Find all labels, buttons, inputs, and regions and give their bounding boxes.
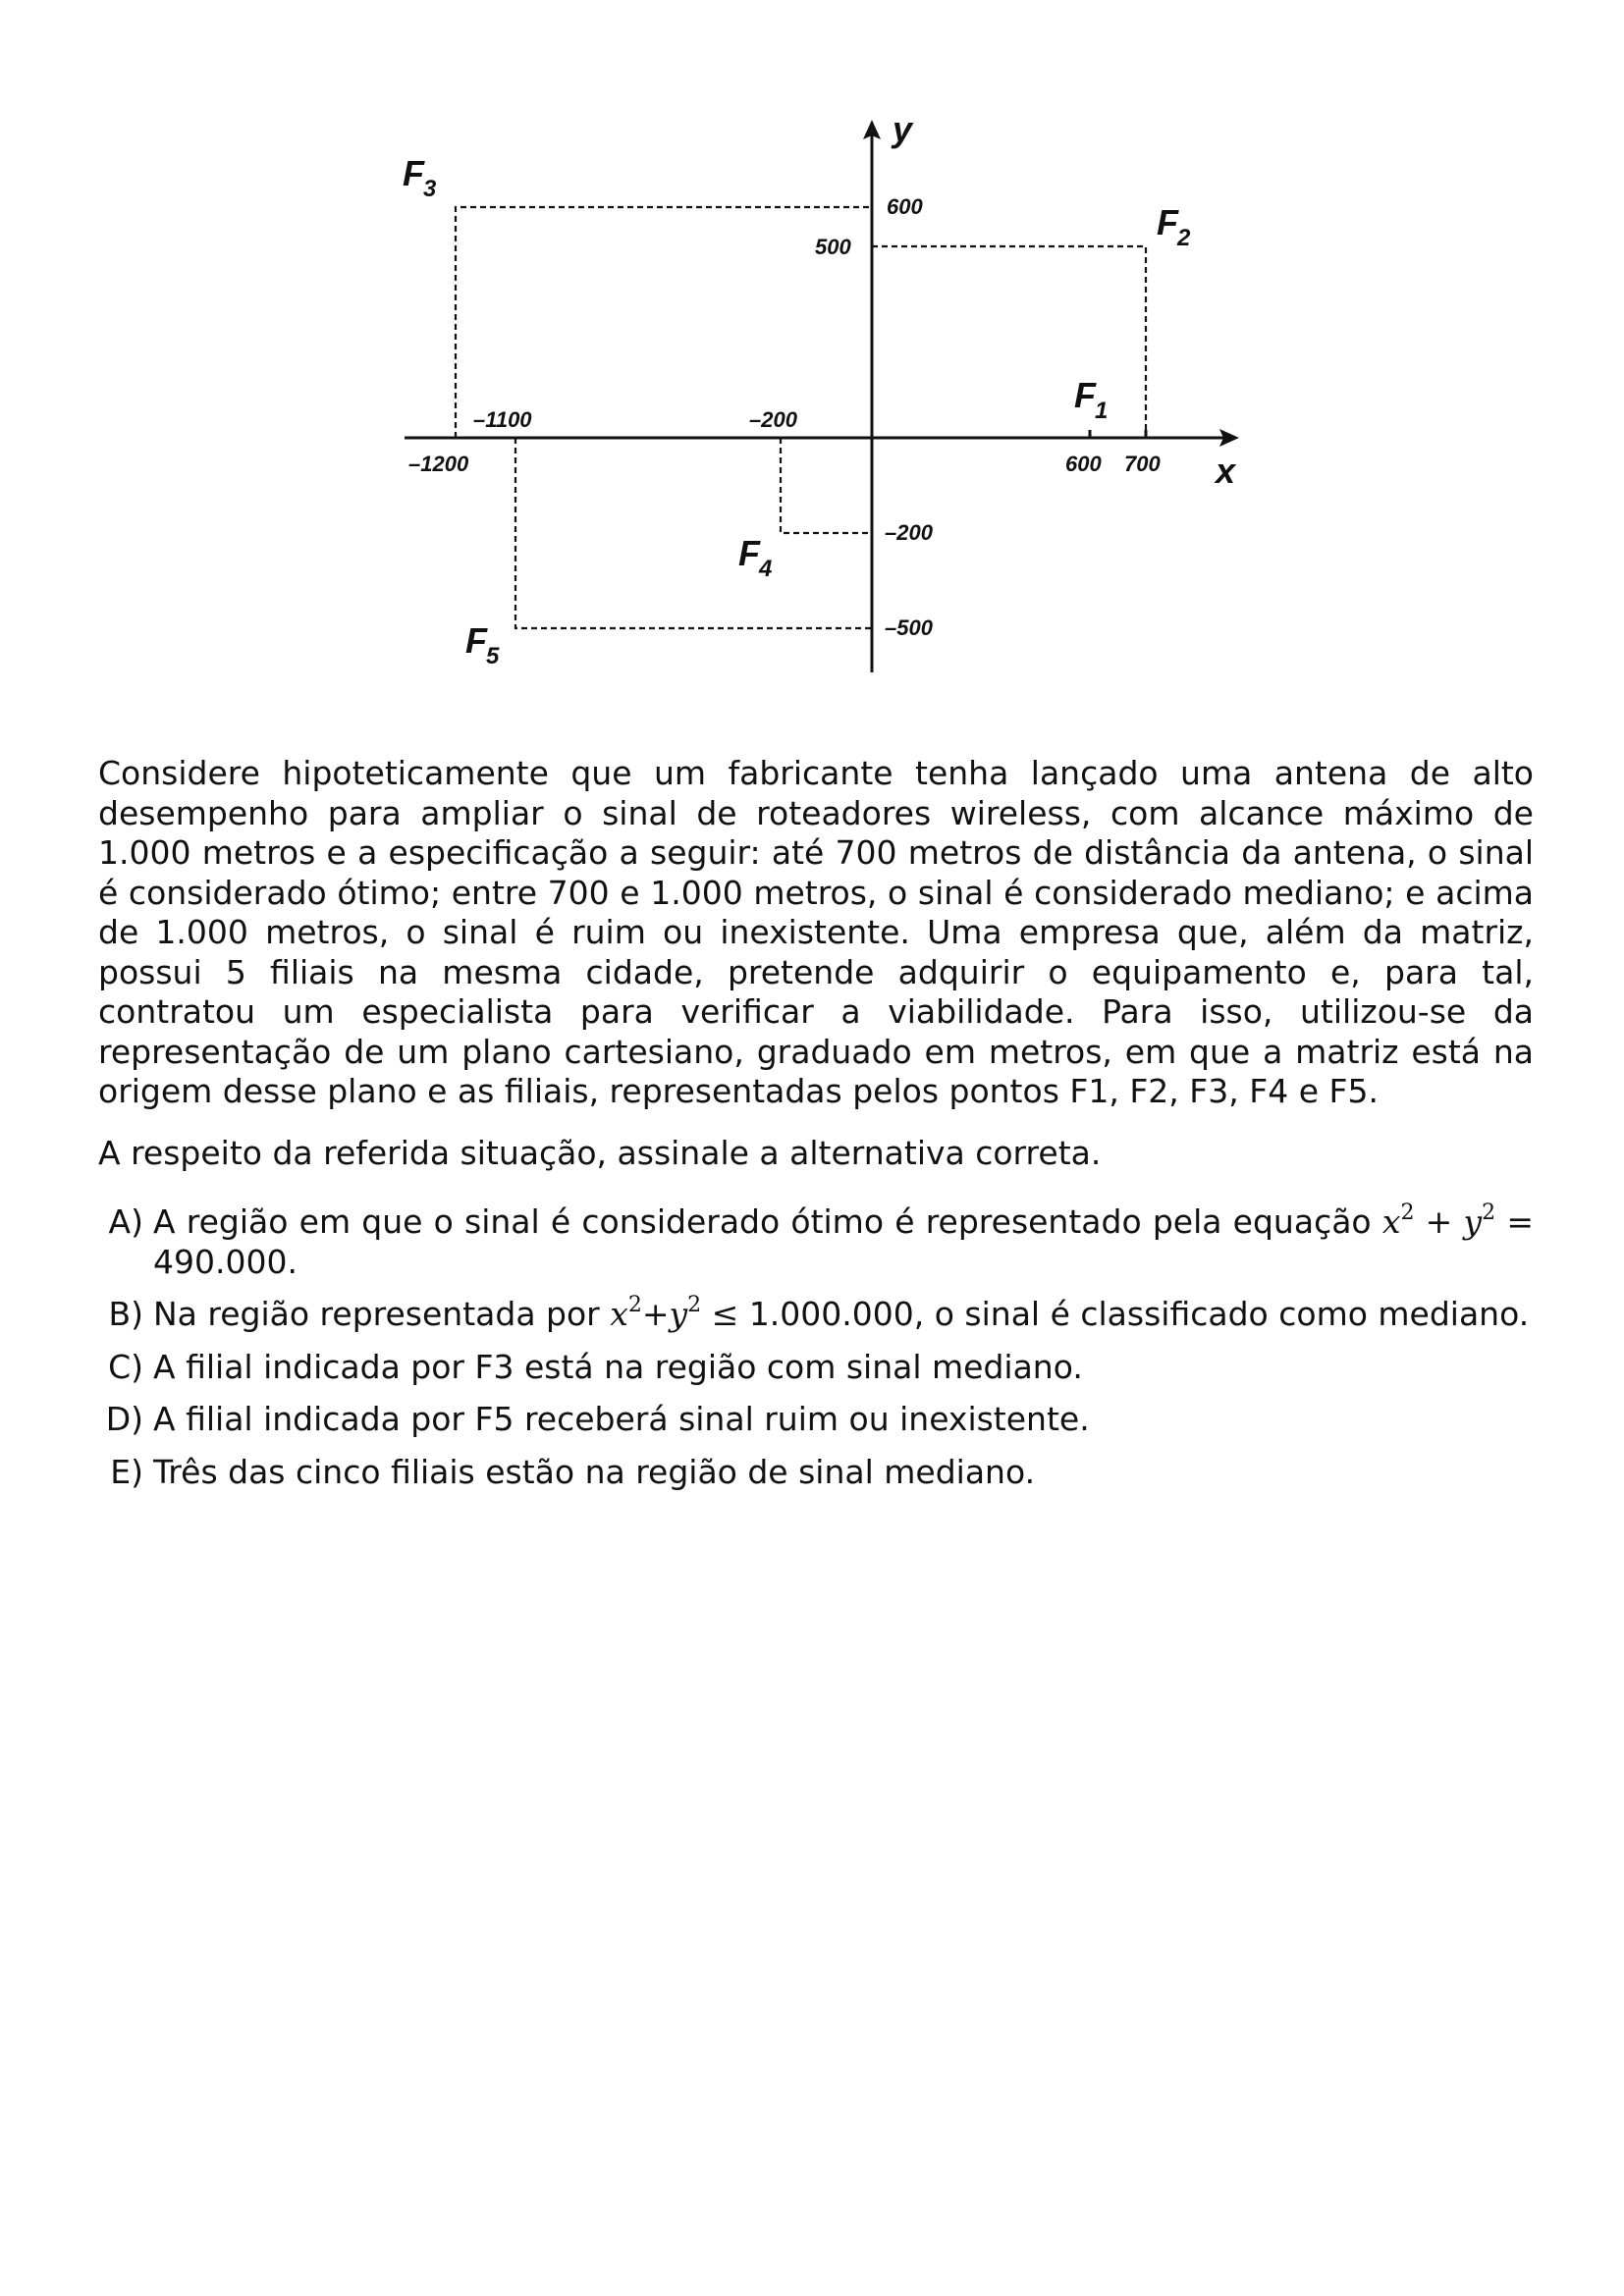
x-tick-label-600: 600	[1065, 452, 1102, 476]
option-text: A filial indicada por F5 receberá sinal ruim ou inexistente.	[153, 1400, 1090, 1438]
y-tick-neg200: –200	[885, 520, 933, 545]
f3-x-label: –1200	[408, 452, 469, 476]
option-letter: C)	[108, 1347, 143, 1386]
f5-subscript: 5	[486, 643, 500, 669]
option-text: Três das cinco filiais estão na região de sinal mediano.	[153, 1452, 1036, 1491]
math-plus: +	[641, 1295, 670, 1333]
option-text	[153, 1295, 1534, 1335]
f4-x-label: –200	[749, 407, 797, 432]
option-b[interactable]	[98, 1295, 1534, 1335]
cartesian-plane-svg	[383, 108, 1267, 697]
y-tick-neg500: –500	[885, 615, 933, 640]
x-tick-label-700: 700	[1124, 452, 1161, 476]
question-content	[98, 754, 1534, 1505]
point-label-f3	[403, 153, 437, 202]
option-c[interactable]	[98, 1348, 1534, 1388]
f5-label: F	[465, 620, 487, 661]
y-tick-500: 500	[815, 235, 851, 259]
option-text: A filial indicada por F3 está na região com sinal mediano.	[153, 1347, 1083, 1386]
point-label-f5	[465, 620, 500, 669]
f1-label: F	[1074, 375, 1096, 415]
f3-guide	[456, 207, 872, 438]
option-e[interactable]	[98, 1453, 1534, 1493]
option-text	[153, 1202, 1534, 1282]
math-exponent: 2	[1482, 1201, 1496, 1225]
f1-subscript: 1	[1095, 398, 1109, 424]
cartesian-figure	[383, 108, 1267, 701]
option-d[interactable]	[98, 1400, 1534, 1440]
y-tick-600: 600	[887, 194, 923, 219]
option-letter: B)	[108, 1295, 143, 1333]
point-label-f2	[1157, 202, 1191, 251]
math-relation: ≤	[701, 1295, 749, 1333]
math-var-x: x	[1381, 1202, 1401, 1241]
math-var-x: x	[610, 1295, 628, 1333]
math-exponent: 2	[627, 1293, 642, 1317]
y-axis-label: y	[893, 109, 913, 149]
f3-label: F	[403, 153, 424, 193]
option-letter: D)	[105, 1400, 143, 1438]
f5-x-label: –1100	[473, 407, 532, 432]
option-a[interactable]	[98, 1202, 1534, 1282]
option-text-after: , o sinal é classificado como mediano.	[913, 1295, 1530, 1333]
f2-label: F	[1157, 202, 1178, 242]
math-plus: +	[1414, 1202, 1464, 1241]
f4-subscript: 4	[759, 556, 773, 582]
question-prompt: A respeito da referida situação, assinale a alternativa correta.	[98, 1133, 1102, 1172]
option-text-before: Na região representada por	[153, 1295, 611, 1333]
option-letter: A)	[108, 1202, 143, 1241]
f3-subscript: 3	[423, 176, 437, 202]
math-value: 490.000.	[153, 1242, 298, 1281]
f2-subscript: 2	[1177, 225, 1191, 251]
point-label-f4	[738, 533, 772, 582]
math-relation: =	[1495, 1202, 1535, 1241]
math-exponent: 2	[1400, 1201, 1415, 1225]
math-var-y: y	[1463, 1202, 1483, 1241]
x-axis-label: x	[1216, 451, 1236, 491]
math-value: 1.000.000	[748, 1295, 914, 1333]
question-paragraph: Considere hipoteticamente que um fabricante tenha lançado uma antena de alto desempenho para ampliar o sinal de roteadores wireless, com alcance máximo de 1.000 metros e a especificação a seguir: até 700 metros de distância da antena, o sinal é considerado ótimo; entre 700 e 1.000 metros, o sinal é considerado mediano; e acima de 1.000 metros, o sinal é ruim ou inexistente. Uma empresa que, além da matriz, possui 5 filiais na mesma cidade, pretende adquirir o equipamento e, para tal, contratou um especialista para verificar a viabilidade. Para isso, utilizou-se da representação de um plano cartesiano, graduado em metros, em que a matriz está na origem desse plano e as filiais, representadas pelos pontos F1, F2, F3, F4 e F5.	[98, 754, 1534, 1110]
point-label-f1	[1074, 375, 1108, 424]
f4-guide	[781, 438, 872, 533]
f4-label: F	[738, 533, 760, 573]
math-exponent: 2	[687, 1293, 702, 1317]
math-var-y: y	[669, 1295, 688, 1333]
option-text-before: A região em que o sinal é considerado ótimo é representado pela equação	[153, 1202, 1382, 1241]
option-letter: E)	[110, 1452, 143, 1491]
guide-lines	[456, 207, 1146, 628]
answer-options	[98, 1202, 1534, 1492]
